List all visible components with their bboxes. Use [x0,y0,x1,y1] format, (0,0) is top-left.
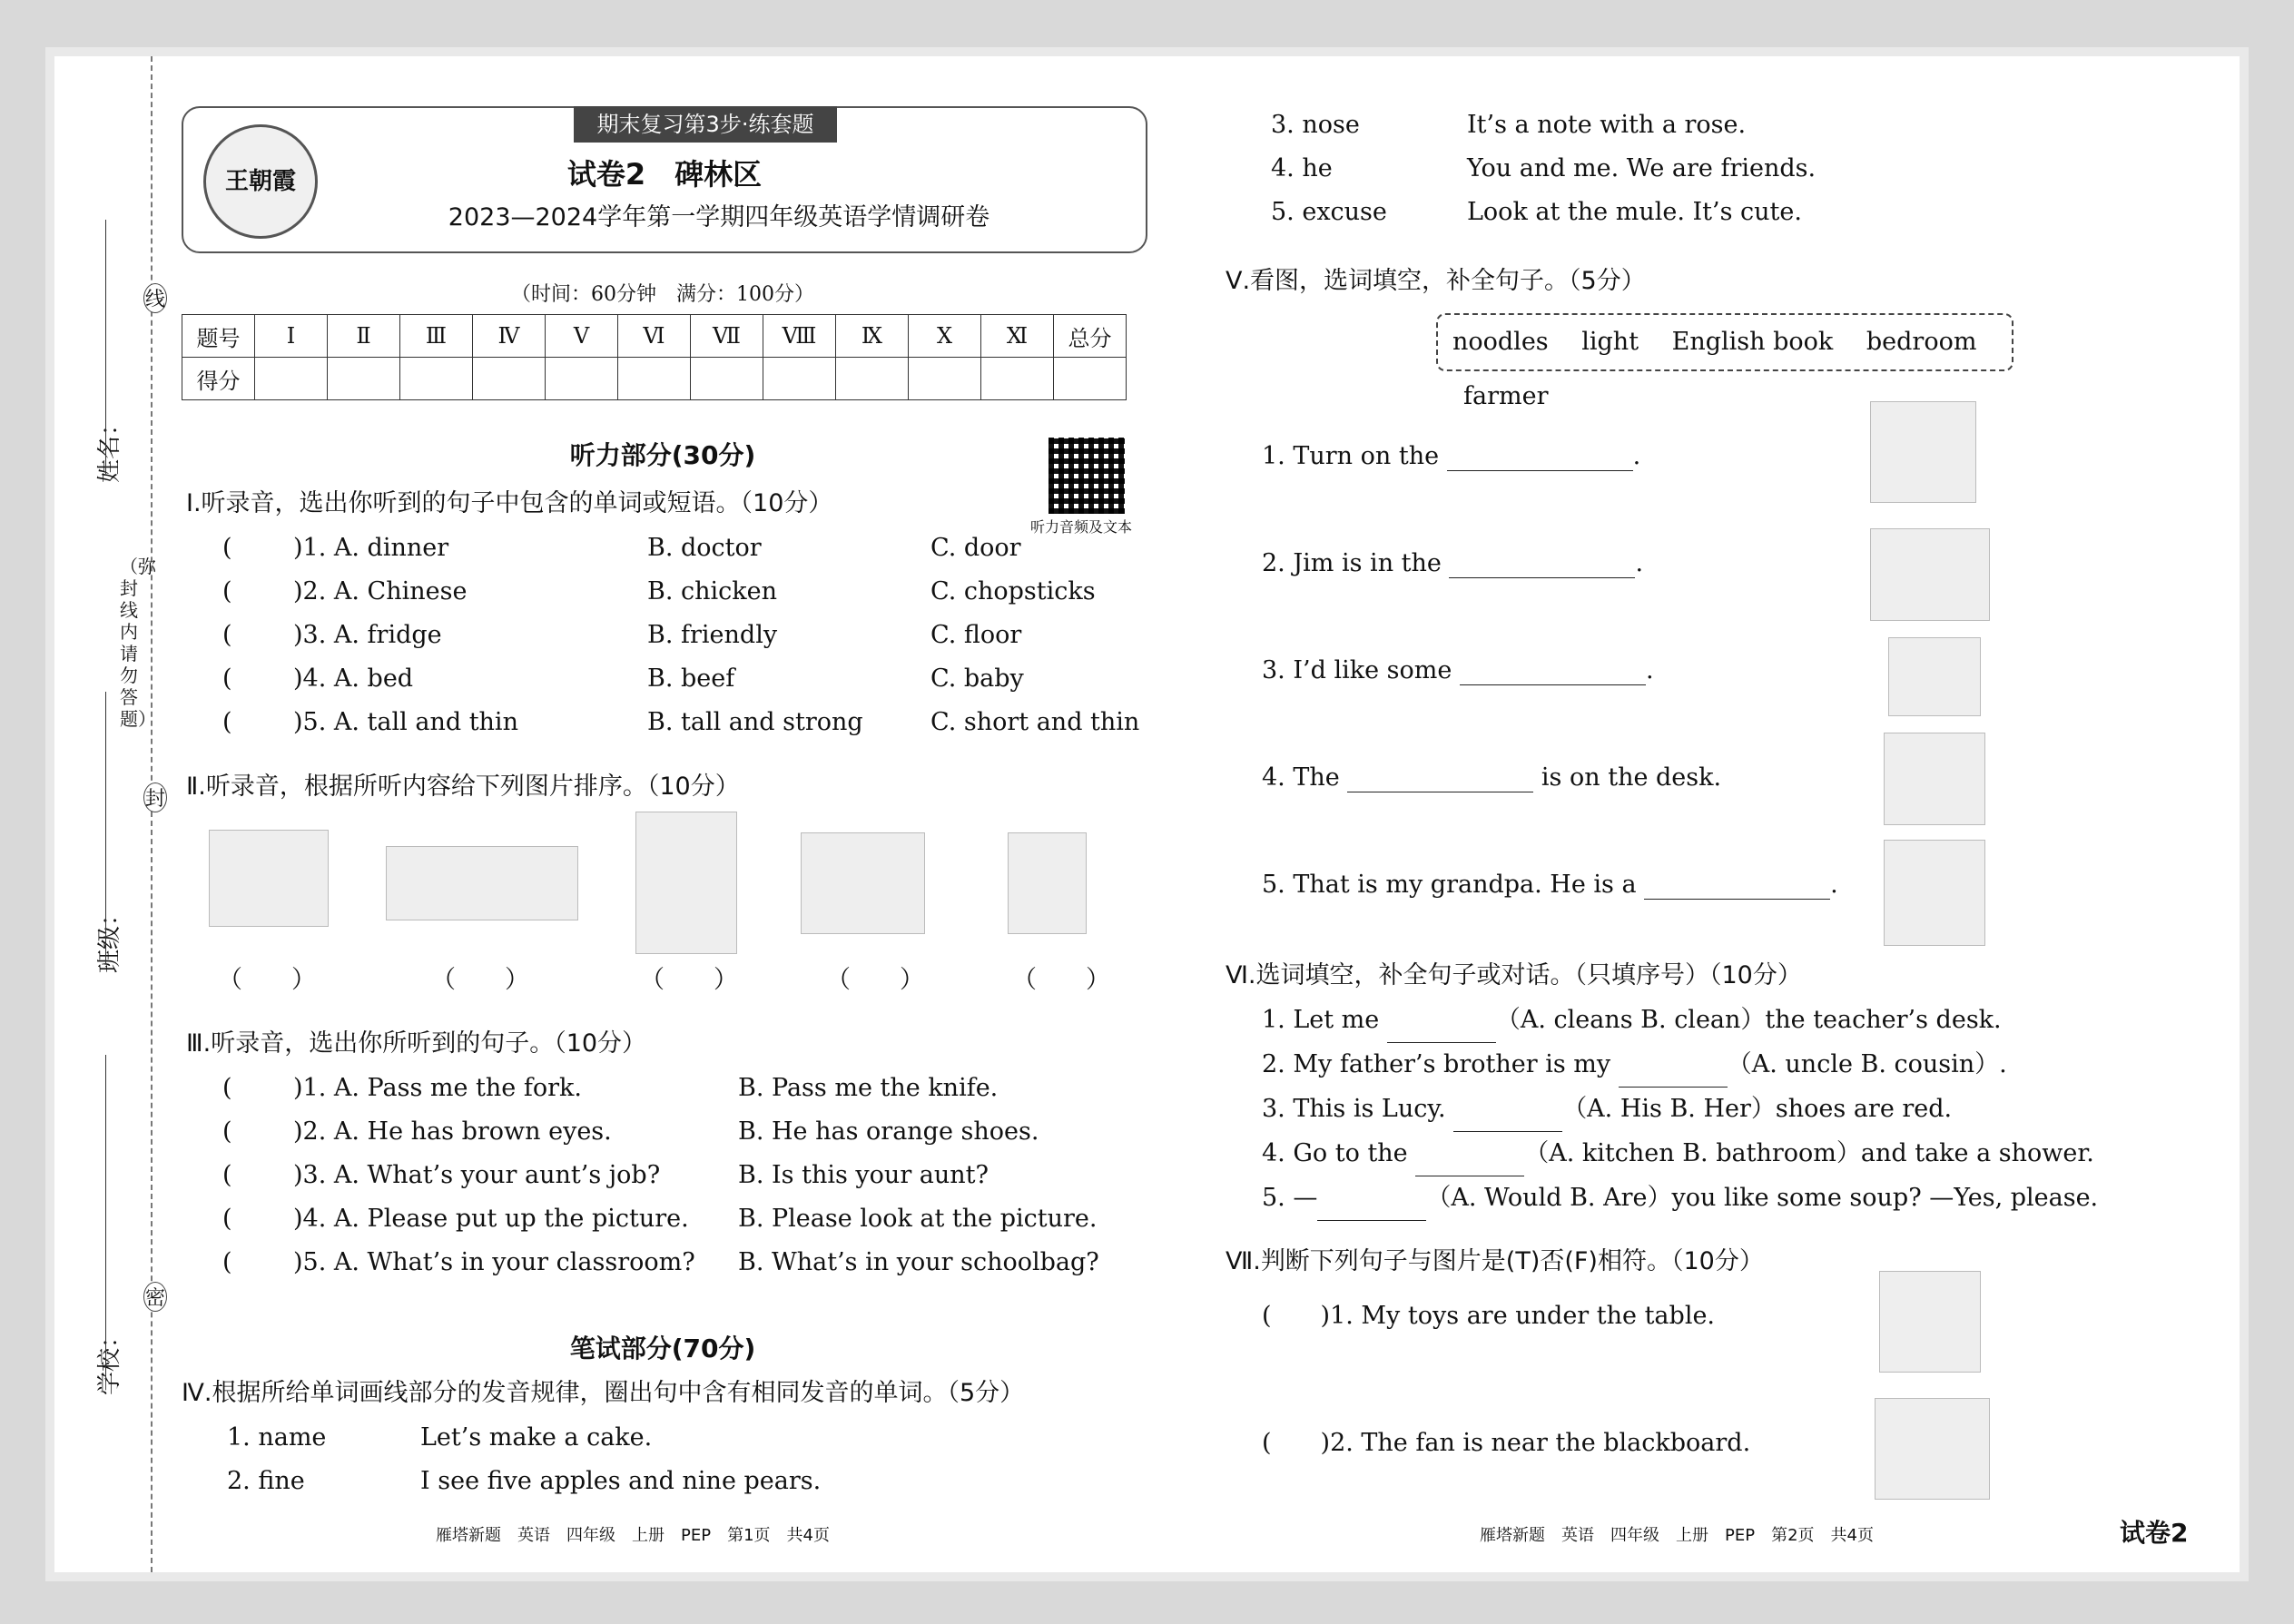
paper-badge: 试卷2 [2120,1518,2189,1548]
score-cell[interactable] [691,358,763,400]
choices: （A. kitchen B. bathroom）and take a shower. [1524,1139,2094,1167]
class-field[interactable] [105,692,106,964]
key-word: 1. name [227,1423,327,1452]
section-1-title: Ⅰ.听录音，选出你听到的句子中包含的单词或短语。（10分） [186,489,833,517]
prompt: 5. That is my grandpa. He is a [1262,871,1637,899]
score-cell[interactable] [618,358,691,400]
qr-caption: 听力音频及文本 [1030,518,1133,536]
score-cell[interactable] [981,358,1054,400]
option-b: B. friendly [647,621,778,649]
banner: 期末复习第3步·练套题 [574,106,837,143]
word-option: light [1581,328,1639,356]
section-3-title: Ⅲ.听录音，选出你所听到的句子。（10分） [186,1029,647,1058]
section-4-items-left [227,1416,821,1503]
score-cell[interactable] [909,358,981,400]
question-row: ( )4. A. bed B. beef C. baby [222,657,1139,701]
girl-with-light-picture [1870,401,1976,503]
fill-item [1262,549,1643,578]
class-label: 班级： [96,901,123,973]
fill-item [1262,442,1640,471]
section-6-items [1262,999,2098,1221]
name-label: 姓名： [96,411,123,483]
score-cell[interactable] [255,358,328,400]
prompt-end: . [1645,656,1654,684]
seal-mark-line: 线 [143,283,167,313]
fill-item [1262,871,1838,900]
option-c: C. baby [930,664,1024,693]
option-b: B. What’s in your schoolbag? [738,1248,1099,1276]
answer-line[interactable] [1619,1043,1728,1088]
score-cell[interactable] [836,358,909,400]
question-row [1271,147,1816,191]
noodles-picture [1888,637,1981,716]
option-a: )2. A. He has brown eyes. [293,1117,612,1146]
score-table-header [182,315,1127,358]
score-cell[interactable] [546,358,618,400]
prompt: 4. Go to the [1262,1139,1408,1167]
table-picture [209,830,329,927]
option-a: )2. A. Chinese [293,577,468,605]
question-row [1271,191,1816,234]
score-cell[interactable] [1054,358,1127,400]
score-header-cell: Ⅹ [909,315,981,358]
prompt: 2. My father’s brother is my [1262,1050,1611,1078]
answer-line[interactable] [1415,1132,1524,1176]
option-c: C. floor [930,621,1022,649]
order-blank[interactable]: （ ） [1012,966,1110,994]
order-blank[interactable]: （ ） [826,966,924,994]
seal-note: （弥封线内请勿答题） [120,556,156,730]
fill-item [1262,656,1654,685]
sentence: It’s a note with a rose. [1467,111,1747,139]
section-4-title: Ⅳ.根据所给单词画线部分的发音规律，圈出句中含有相同发音的单词。（5分） [182,1379,1025,1407]
question-row [1262,1132,2098,1176]
answer-line[interactable] [1387,999,1496,1043]
footer-right: 雁塔新题 英语 四年级 上册 PEP 第2页 共4页 [1480,1526,1874,1545]
school-label: 学校： [96,1324,123,1395]
food-plates-picture [386,846,578,920]
question-row: ( )5. A. tall and thin B. tall and strong C. short and thin [222,701,1139,744]
option-b: B. He has orange shoes. [738,1117,1039,1146]
option-a: )5. A. tall and thin [293,708,518,736]
word-option: noodles [1452,328,1549,356]
score-header-cell: Ⅸ [836,315,909,358]
choices: （A. cleans B. clean）the teacher’s desk. [1495,1006,2002,1034]
bedroom-picture [1870,528,1990,621]
choices: （A. uncle B. cousin）. [1727,1050,2007,1078]
section-4-items-right [1271,103,1816,234]
option-a: )3. A. fridge [293,621,442,649]
seal-mark-seal: 封 [143,782,167,812]
option-a: )4. A. Please put up the picture. [293,1205,689,1233]
question-row [227,1460,821,1503]
option-a: )4. A. bed [293,664,414,693]
key-word: 2. fine [227,1467,305,1495]
section-1-items [222,527,1139,744]
choices: （A. Would B. Are）you like some soup? —Yes, please. [1426,1184,2099,1212]
word-option: English book [1671,328,1834,356]
prompt-end: . [1635,549,1644,577]
option-b: B. Please look at the picture. [738,1205,1098,1233]
prompt: 4. The [1262,763,1340,792]
exam-sheet [54,56,2240,1572]
score-header-cell: 总分 [1054,315,1127,358]
key-word: 3. nose [1271,111,1360,139]
toys-under-table-picture [1879,1271,1981,1373]
answer-line[interactable] [1449,549,1635,578]
book-on-desk-picture [1884,733,1985,825]
score-row-label: 得分 [182,358,255,400]
key-word: 4. he [1271,154,1333,182]
key-word: 5. excuse [1271,198,1387,226]
score-header-cell: Ⅲ [400,315,473,358]
option-c: C. short and thin [930,708,1140,736]
score-table-row [182,358,1127,400]
logo: 王朝霞 [203,124,318,239]
listening-title: 听力部分(30分) [569,440,756,470]
question-row: ( )1. A. dinner B. doctor C. door [222,527,1139,570]
question-row: ( )2. A. He has brown eyes. B. He has orange shoes. [222,1110,1099,1154]
score-header-cell: Ⅺ [981,315,1054,358]
option-b: B. Is this your aunt? [738,1161,989,1189]
section-5-title: Ⅴ.看图，选词填空，补全句子。（5分） [1226,267,1646,295]
question-row: ( )3. A. What’s your aunt’s job? B. Is this your aunt? [222,1154,1099,1197]
option-c: C. chopsticks [930,577,1096,605]
option-b: B. doctor [647,534,762,562]
section-6-title: Ⅵ.选词填空，补全句子或对话。（只填序号）（10分） [1226,961,1802,989]
option-b: B. tall and strong [647,708,863,736]
fill-item [1262,763,1721,792]
score-cell[interactable] [473,358,546,400]
footer-left: 雁塔新题 英语 四年级 上册 PEP 第1页 共4页 [436,1526,830,1545]
section-7-title: Ⅶ.判断下列句子与图片是(T)否(F)相符。（10分） [1226,1247,1764,1275]
prompt: 3. This is Lucy. [1262,1095,1446,1123]
farmer-picture [1884,840,1985,946]
option-a: )3. A. What’s your aunt’s job? [293,1161,661,1189]
header-box [182,106,1147,253]
question-row: ( )2. A. Chinese B. chicken C. chopsticks [222,570,1139,614]
order-blank[interactable]: （ ） [431,966,529,994]
question-row [227,1416,821,1460]
name-field[interactable] [105,220,106,474]
prompt: 1. Let me [1262,1006,1380,1034]
sentence: You and me. We are friends. [1467,154,1816,182]
prompt-end: . [1830,871,1838,899]
score-cell[interactable] [328,358,400,400]
binding-strip [64,56,163,1572]
section-2-title: Ⅱ.听录音，根据所听内容给下列图片排序。（10分） [186,773,740,801]
judge-item: ( )1. My toys are under the table. [1262,1302,1716,1330]
question-row [1262,999,2098,1043]
prompt: 5. — [1262,1184,1318,1212]
question-row [1262,1176,2098,1221]
prompt: 3. I’d like some [1262,656,1452,684]
score-header-cell: Ⅱ [328,315,400,358]
score-header-cell: Ⅳ [473,315,546,358]
score-header-cell: 题号 [182,315,255,358]
answer-line[interactable] [1644,871,1830,900]
word-option: bedroom [1866,328,1977,356]
answer-line[interactable] [1447,442,1633,471]
answer-line[interactable] [1347,763,1533,792]
question-row [1262,1043,2098,1088]
question-row: ( )3. A. fridge B. friendly C. floor [222,614,1139,657]
fan-blackboard-picture [1875,1398,1990,1500]
score-header-cell: Ⅰ [255,315,328,358]
word-bank [1436,313,2013,410]
score-table [182,314,1127,400]
exam-title: 试卷2 碑林区 [566,157,763,192]
option-a: )5. A. What’s in your classroom? [293,1248,695,1276]
prompt: 1. Turn on the [1262,442,1440,470]
answer-line[interactable] [1453,1088,1562,1132]
option-a: )1. A. dinner [293,534,449,562]
order-blank[interactable]: （ ） [640,966,738,994]
judge-item: ( )2. The fan is near the blackboard. [1262,1429,1751,1457]
school-field[interactable] [105,1055,106,1382]
exam-subtitle: 2023—2024学年第一学期四年级英语学情调研卷 [448,203,990,231]
girl-picture [1008,832,1087,934]
answer-line[interactable] [1460,656,1646,685]
sentence: Look at the mule. It’s cute. [1467,198,1802,226]
prompt-end: . [1632,442,1641,470]
option-b: B. Pass me the knife. [738,1074,999,1102]
option-c: C. door [930,534,1021,562]
cook-picture [635,812,737,954]
question-row [1271,103,1816,147]
option-b: B. chicken [647,577,778,605]
time-info: （时间：60分钟 满分：100分） [511,283,814,306]
prompt: 2. Jim is in the [1262,549,1442,577]
question-row: ( )5. A. What’s in your classroom? B. What’s in your schoolbag? [222,1241,1099,1284]
score-header-cell: Ⅷ [763,315,836,358]
writing-title: 笔试部分(70分) [569,1334,756,1363]
prompt-end: is on the desk. [1541,763,1722,792]
score-cell[interactable] [400,358,473,400]
option-b: B. beef [647,664,735,693]
question-row: ( )4. A. Please put up the picture. B. Please look at the picture. [222,1197,1099,1241]
score-header-cell: Ⅶ [691,315,763,358]
sentence: I see five apples and nine pears. [420,1467,822,1495]
section-3-items [222,1067,1099,1284]
option-a: )1. A. Pass me the fork. [293,1074,582,1102]
score-header-cell: Ⅵ [618,315,691,358]
question-row: ( )1. A. Pass me the fork. B. Pass me the knife. [222,1067,1099,1110]
sentence: Let’s make a cake. [420,1423,653,1452]
boy-at-desk-picture [801,832,925,934]
question-row [1262,1088,2098,1132]
score-cell[interactable] [763,358,836,400]
answer-line[interactable] [1317,1176,1426,1221]
choices: （A. His B. Her）shoes are red. [1562,1095,1953,1123]
word-option: farmer [1463,382,1549,410]
order-blank[interactable]: （ ） [218,966,316,994]
score-header-cell: Ⅴ [546,315,618,358]
qr-code-icon [1049,438,1125,514]
seal-mark-secret: 密 [143,1282,167,1312]
